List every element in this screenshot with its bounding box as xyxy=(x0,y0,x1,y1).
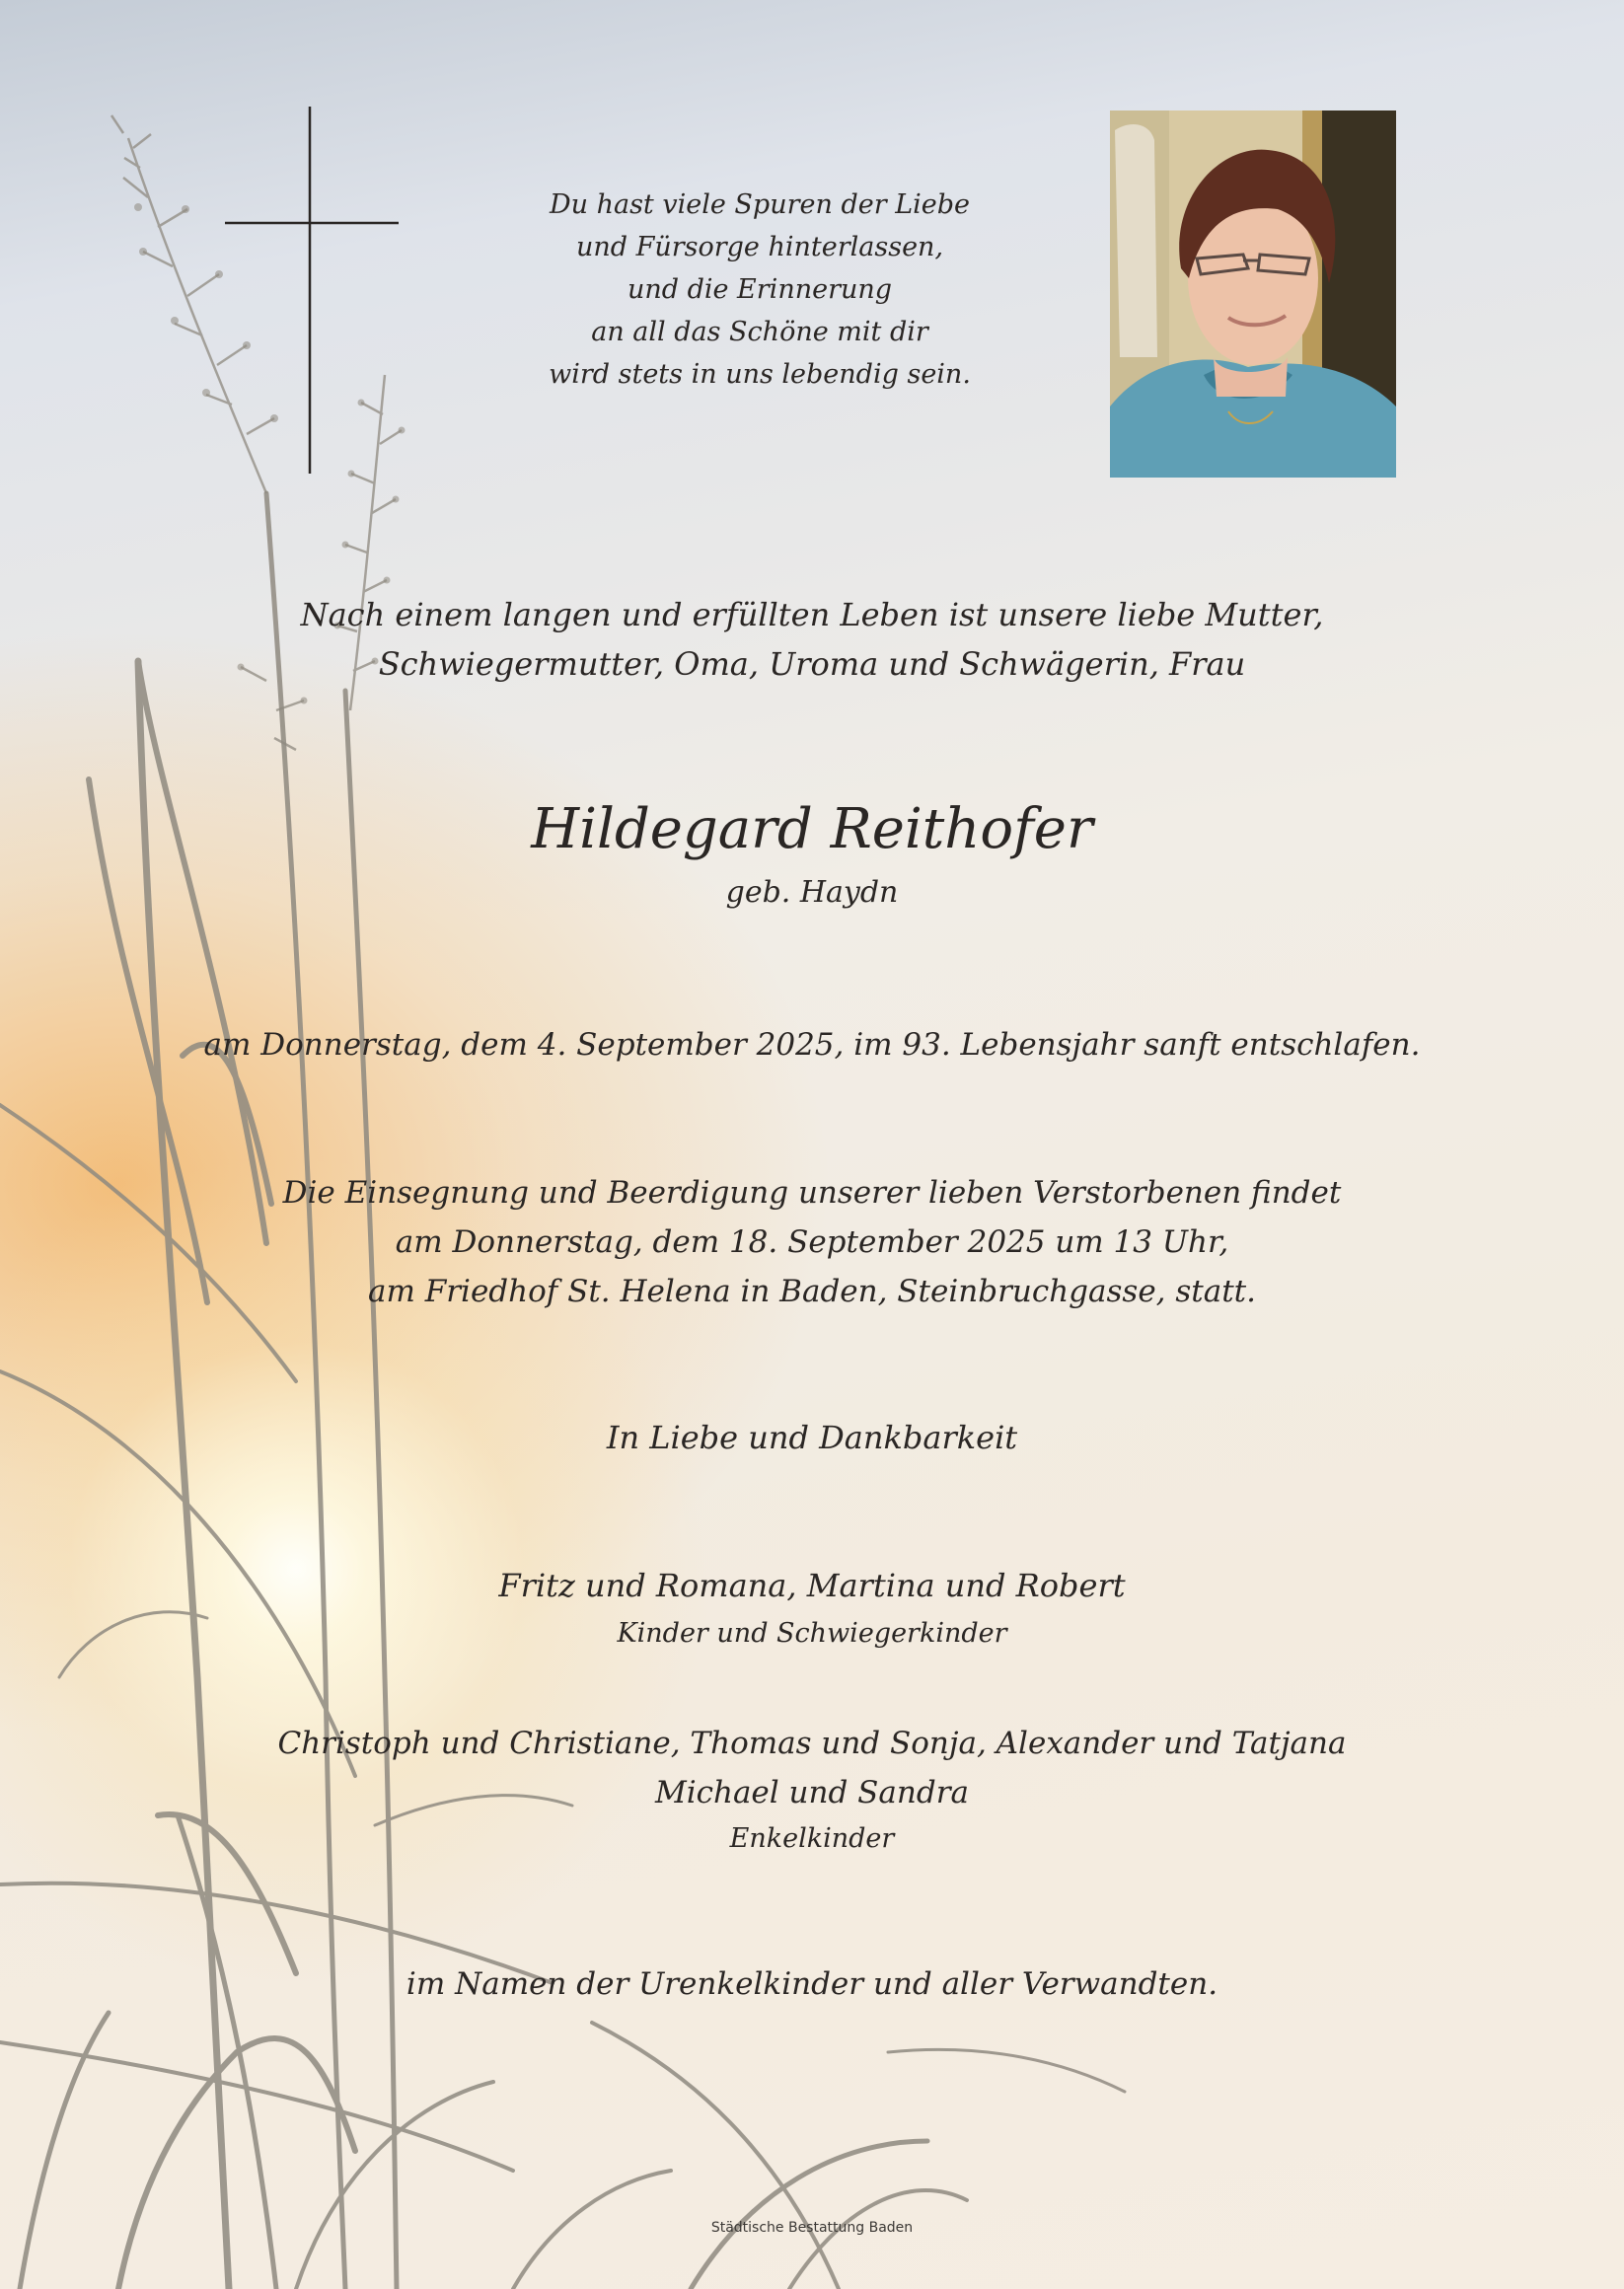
children-names: Fritz und Romana, Martina und Robert xyxy=(498,1567,1126,1604)
grandchildren-names xyxy=(118,1719,1506,1817)
grandchildren-line: Michael und Sandra xyxy=(654,1775,970,1810)
poem-line: und die Erinnerung xyxy=(627,274,893,305)
children-role: Kinder und Schwiegerkinder xyxy=(617,1618,1007,1649)
intro-line: Nach einem langen und erfüllten Leben ist unsere liebe Mutter, xyxy=(300,596,1324,633)
funeral-home-footer: Städtische Bestattung Baden xyxy=(710,2220,914,2236)
portrait-photo xyxy=(1110,111,1396,478)
poem-line: und Fürsorge hinterlassen, xyxy=(575,232,944,262)
funeral-line: Die Einsegnung und Beerdigung unserer lieben Verstorbenen findet xyxy=(282,1175,1342,1211)
closing-phrase: In Liebe und Dankbarkeit xyxy=(606,1419,1018,1456)
funeral-line: am Donnerstag, dem 18. September 2025 um 13 Uhr, xyxy=(395,1224,1229,1260)
death-notice: am Donnerstag, dem 4. September 2025, im 93. Lebensjahr sanft entschlafen. xyxy=(203,1027,1421,1063)
deceased-name: Hildegard Reithofer xyxy=(531,797,1093,861)
grandchildren-line: Christoph und Christiane, Thomas und Sonja, Alexander und Tatjana xyxy=(277,1726,1347,1761)
poem-line: Du hast viele Spuren der Liebe xyxy=(549,189,971,220)
poem-line: an all das Schöne mit dir xyxy=(591,317,928,347)
intro-text xyxy=(79,590,1545,689)
intro-line: Schwiegermutter, Oma, Uroma und Schwägerin, Frau xyxy=(378,645,1246,683)
funeral-line: am Friedhof St. Helena in Baden, Steinbruchgasse, statt. xyxy=(367,1274,1256,1309)
funeral-info xyxy=(118,1168,1506,1316)
grandchildren-role: Enkelkinder xyxy=(729,1823,895,1854)
birth-name: geb. Haydn xyxy=(725,875,899,910)
poem-line: wird stets in uns lebendig sein. xyxy=(549,359,971,390)
poem xyxy=(493,184,1026,396)
other-mourners: im Namen der Urenkelkinder und aller Verwandten. xyxy=(406,1966,1218,2002)
cross-icon xyxy=(223,107,401,478)
